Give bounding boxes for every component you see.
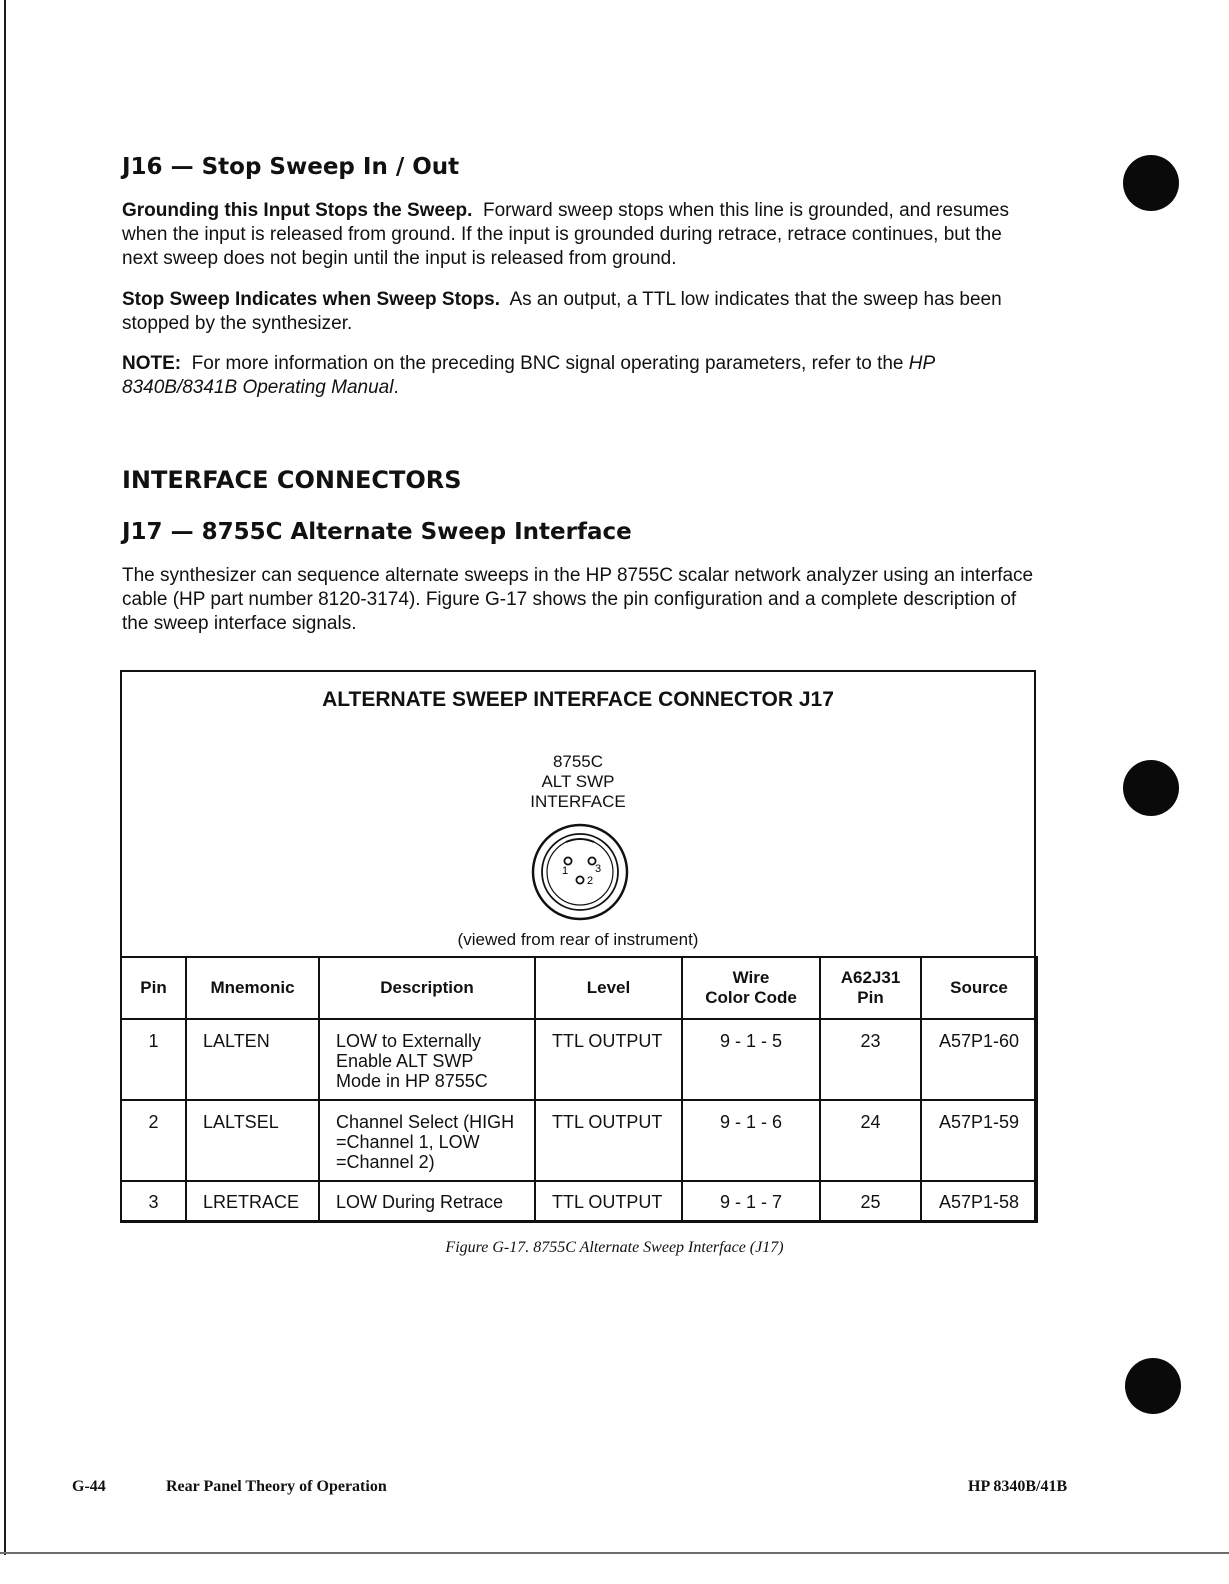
cell-pin: 1 bbox=[121, 1019, 186, 1100]
cell-wire-color: 9 - 1 - 7 bbox=[682, 1181, 820, 1222]
pin-2-label: 2 bbox=[587, 875, 594, 887]
note-manual-title: HP 8340B/8341B Operating Manual bbox=[122, 353, 935, 398]
cell-mnemonic: LALTSEL bbox=[186, 1100, 319, 1181]
cell-description bbox=[319, 1100, 535, 1181]
figure-title: ALTERNATE SWEEP INTERFACE CONNECTOR J17 bbox=[322, 688, 834, 711]
j16-paragraph-stop bbox=[122, 288, 1040, 336]
footer-chapter-title: Rear Panel Theory of Operation bbox=[166, 1478, 387, 1495]
connector-insert bbox=[547, 839, 613, 905]
bottom-rule bbox=[0, 1552, 1229, 1554]
j16-grounding-text: Forward sweep stops when this line is grounded, and resumes when the input is released from ground. If the input is grounded during retrace, retrace continues, but the next sweep does not begin until the input is released from ground. bbox=[122, 200, 1009, 269]
desc-line: =Channel 1, LOW bbox=[336, 1132, 480, 1152]
j16-note bbox=[122, 352, 1040, 400]
j16-heading: J16 — Stop Sweep In / Out bbox=[122, 154, 460, 180]
j16-stop-text: As an output, a TTL low indicates that the sweep has been stopped by the synthesizer. bbox=[122, 289, 1002, 334]
cell-description bbox=[319, 1181, 535, 1222]
desc-line: =Channel 2) bbox=[336, 1152, 435, 1172]
punch-hole-middle bbox=[1123, 760, 1179, 816]
cell-source: A57P1-59 bbox=[921, 1100, 1037, 1181]
figure-box bbox=[120, 670, 1036, 1222]
binding-edge-line bbox=[4, 0, 6, 1555]
connector-inner-ring bbox=[542, 834, 618, 910]
pin-table bbox=[120, 956, 1038, 1223]
header-wire-line-1: Wire bbox=[732, 968, 770, 987]
cell-level: TTL OUTPUT bbox=[535, 1181, 682, 1222]
connector-label-line-3: INTERFACE bbox=[530, 792, 626, 811]
desc-line: Mode in HP 8755C bbox=[336, 1071, 488, 1091]
cell-pin: 3 bbox=[121, 1181, 186, 1222]
header-description: Description bbox=[319, 957, 535, 1019]
j16-paragraph-grounding bbox=[122, 199, 1040, 271]
footer-product: HP 8340B/41B bbox=[968, 1478, 1068, 1495]
j16-grounding-lead: Grounding this Input Stops the Sweep. bbox=[122, 200, 473, 221]
table-row bbox=[121, 1100, 1037, 1181]
j17-heading: J17 — 8755C Alternate Sweep Interface bbox=[122, 519, 632, 545]
header-source: Source bbox=[921, 957, 1037, 1019]
note-period: . bbox=[393, 377, 399, 398]
header-wire-line-2: Color Code bbox=[705, 988, 797, 1007]
desc-line: Enable ALT SWP bbox=[336, 1051, 474, 1071]
cell-a62-pin: 24 bbox=[820, 1100, 921, 1181]
cell-a62-pin: 23 bbox=[820, 1019, 921, 1100]
desc-line: Channel Select (HIGH bbox=[336, 1112, 515, 1132]
pin-2-contact bbox=[576, 876, 583, 883]
table-row bbox=[121, 1181, 1037, 1222]
cell-wire-color: 9 - 1 - 5 bbox=[682, 1019, 820, 1100]
table-row bbox=[121, 1019, 1037, 1100]
punch-hole-bottom bbox=[1125, 1358, 1181, 1414]
table-header-row bbox=[121, 957, 1037, 1019]
header-mnemonic: Mnemonic bbox=[186, 957, 319, 1019]
cell-pin: 2 bbox=[121, 1100, 186, 1181]
connector-key bbox=[566, 839, 594, 842]
pin-3-label: 3 bbox=[595, 863, 602, 875]
connector-label-line-1: 8755C bbox=[552, 752, 604, 771]
header-level: Level bbox=[535, 957, 682, 1019]
header-wire-color-code bbox=[682, 957, 820, 1019]
note-label: NOTE: bbox=[122, 353, 182, 374]
cell-description bbox=[319, 1019, 535, 1100]
j17-intro-paragraph: The synthesizer can sequence alternate sweeps in the HP 8755C scalar network analyzer using an interface cable (HP part number 8120-3174). Figure G-17 shows the pin configuration and a complete description of the sweep interface signals. bbox=[122, 565, 1034, 634]
cell-mnemonic: LALTEN bbox=[186, 1019, 319, 1100]
cell-wire-color: 9 - 1 - 6 bbox=[682, 1100, 820, 1181]
footer-page-number: G-44 bbox=[72, 1478, 106, 1495]
desc-line: LOW to Externally bbox=[336, 1031, 482, 1051]
header-a62j31-pin bbox=[820, 957, 921, 1019]
view-note: (viewed from rear of instrument) bbox=[457, 930, 699, 949]
cell-a62-pin: 25 bbox=[820, 1181, 921, 1222]
note-text: For more information on the preceding BNC signal operating parameters, refer to the bbox=[191, 353, 904, 374]
header-a62-line-1: A62J31 bbox=[840, 968, 901, 987]
cell-source: A57P1-58 bbox=[921, 1181, 1037, 1222]
cell-mnemonic: LRETRACE bbox=[186, 1181, 319, 1222]
cell-level: TTL OUTPUT bbox=[535, 1100, 682, 1181]
figure-caption: Figure G-17. 8755C Alternate Sweep Interface (J17) bbox=[445, 1239, 784, 1256]
connector-pinout-diagram bbox=[530, 822, 630, 922]
pin-1-label: 1 bbox=[562, 865, 569, 877]
j16-stop-lead: Stop Sweep Indicates when Sweep Stops. bbox=[122, 289, 500, 310]
header-a62-line-2: Pin bbox=[857, 988, 884, 1007]
connector-label-line-2: ALT SWP bbox=[541, 772, 615, 791]
cell-level: TTL OUTPUT bbox=[535, 1019, 682, 1100]
punch-hole-top bbox=[1123, 155, 1179, 211]
section-title: INTERFACE CONNECTORS bbox=[122, 466, 462, 494]
desc-line: LOW During Retrace bbox=[336, 1192, 504, 1212]
header-pin: Pin bbox=[121, 957, 186, 1019]
cell-source: A57P1-60 bbox=[921, 1019, 1037, 1100]
pin-1-contact bbox=[564, 857, 571, 864]
